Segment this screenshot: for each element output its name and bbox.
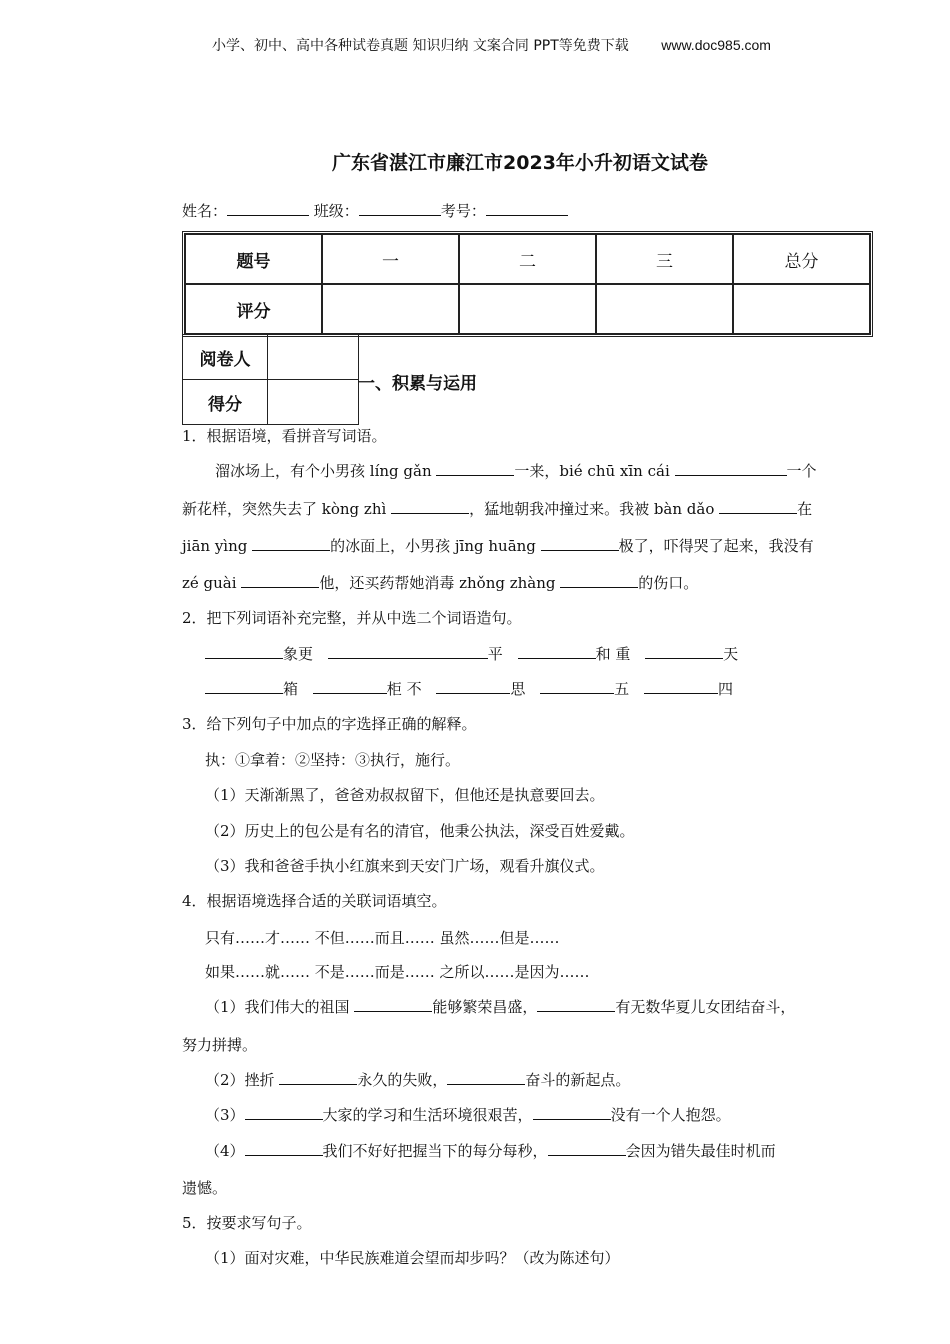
q4-sentence: （2）挫折 永久的失败， 奋斗的新起点。: [205, 1071, 631, 1089]
answer-blank[interactable]: [245, 1105, 323, 1120]
score-header-row: [185, 234, 870, 284]
answer-blank[interactable]: [279, 1070, 357, 1085]
q3-sentence: （3）我和爸爸手执小红旗来到天安门广场，观看升旗仪式。: [205, 857, 605, 875]
q4-word-bank: 如果……就…… 不是……而是…… 之所以……是因为……: [205, 963, 590, 981]
score-header-cell: 一: [322, 234, 459, 284]
q2-prompt: 2．把下列词语补充完整，并从中选二个词语造句。: [182, 609, 522, 627]
section-heading: 一、积累与运用: [358, 374, 477, 394]
answer-blank[interactable]: [205, 644, 283, 659]
q1-line: 新花样，突然失去了 kòng zhì ，猛地朝我冲撞过来。我被 bàn dǎo 在: [182, 500, 813, 518]
answer-blank[interactable]: [328, 644, 488, 659]
q1-line: zé guài 他，还买药帮她消毒 zhǒng zhàng 的伤口。: [182, 574, 699, 592]
score-row: [185, 284, 870, 334]
q3-sentence: （2）历史上的包公是有名的清官，他秉公执法，深受百姓爱戴。: [205, 822, 635, 840]
q3-definition: 执：①拿着：②坚持：③执行，施行。: [205, 751, 461, 769]
q1-line: 溜冰场上，有个小男孩 líng gǎn 一来，bié chū xīn cái 一个: [215, 462, 817, 480]
answer-blank[interactable]: [548, 1141, 626, 1156]
answer-blank[interactable]: [541, 536, 619, 551]
page-header: [212, 35, 771, 55]
q2-row: 象更 平 和 重 天: [205, 643, 738, 664]
answer-blank[interactable]: [313, 679, 387, 694]
answer-blank[interactable]: [391, 499, 469, 514]
student-info: 姓名： 班级： 考号：: [182, 200, 568, 221]
score-header-cell: 二: [459, 234, 596, 284]
q3-sentence: （1）天渐渐黑了，爸爸劝叔叔留下，但他还是执意要回去。: [205, 786, 605, 804]
header-text: 小学、初中、高中各种试卷真题 知识归纳 文案合同 PPT等免费下载: [212, 38, 629, 54]
score-header-cell: 三: [596, 234, 733, 284]
grader-label: 阅卷人: [183, 335, 268, 380]
answer-blank[interactable]: [245, 1141, 323, 1156]
q4-sentence: （1）我们伟大的祖国 能够繁荣昌盛， 有无数华夏儿女团结奋斗，: [205, 998, 796, 1016]
q2-row: 箱 柜 不 思 五 四: [205, 678, 733, 699]
score-cell[interactable]: [733, 284, 870, 334]
q4-prompt: 4．根据语境选择合适的关联词语填空。: [182, 892, 447, 910]
answer-blank[interactable]: [560, 573, 638, 588]
answer-blank[interactable]: [644, 679, 718, 694]
page-title: 广东省湛江市廉江市2023年小升初语文试卷: [332, 152, 708, 174]
class-blank[interactable]: [359, 201, 441, 216]
header-site: www.doc985.com: [661, 37, 771, 53]
q4-sentence: （3） 大家的学习和生活环境很艰苦， 没有一个人抱怨。: [205, 1106, 731, 1124]
answer-blank[interactable]: [205, 679, 283, 694]
q3-prompt: 3．给下列句子中加点的字选择正确的解释。: [182, 715, 477, 733]
score-cell[interactable]: [459, 284, 596, 334]
answer-blank[interactable]: [537, 997, 615, 1012]
answer-blank[interactable]: [447, 1070, 525, 1085]
answer-blank[interactable]: [436, 461, 514, 476]
answer-blank[interactable]: [354, 997, 432, 1012]
score-cell[interactable]: [322, 284, 459, 334]
q5-sentence: （1）面对灾难，中华民族难道会望而却步吗？（改为陈述句）: [205, 1249, 620, 1267]
q4-sentence: （4） 我们不好好把握当下的每分每秒， 会因为错失最佳时机而: [205, 1142, 776, 1160]
exam-no-blank[interactable]: [486, 201, 568, 216]
answer-blank[interactable]: [675, 461, 787, 476]
answer-blank[interactable]: [252, 536, 330, 551]
answer-blank[interactable]: [436, 679, 510, 694]
score-cell[interactable]: [596, 284, 733, 334]
q5-prompt: 5．按要求写句子。: [182, 1214, 312, 1232]
score-header-cell: 总分: [733, 234, 870, 284]
answer-blank[interactable]: [540, 679, 614, 694]
grader-table: [182, 334, 359, 425]
q4-sentence-cont: 努力拼搏。: [182, 1036, 258, 1054]
q1-line: jiān yìng 的冰面上，小男孩 jīng huāng 极了，吓得哭了起来，我没有: [182, 537, 814, 555]
q1-prompt: 1．根据语境，看拼音写词语。: [182, 427, 387, 445]
answer-blank[interactable]: [241, 573, 319, 588]
answer-blank[interactable]: [719, 499, 797, 514]
q4-sentence-cont: 遗憾。: [182, 1179, 228, 1197]
q4-word-bank: 只有……才…… 不但……而且…… 虽然……但是……: [205, 929, 560, 947]
score-header-cell: 题号: [185, 234, 322, 284]
answer-blank[interactable]: [533, 1105, 611, 1120]
name-blank[interactable]: [227, 201, 309, 216]
grader-score-label: 得分: [183, 380, 268, 425]
grader-cell[interactable]: [268, 335, 359, 380]
grader-score-cell[interactable]: [268, 380, 359, 425]
score-row-label: 评分: [185, 284, 322, 334]
score-table: [182, 231, 873, 337]
answer-blank[interactable]: [645, 644, 723, 659]
answer-blank[interactable]: [518, 644, 596, 659]
